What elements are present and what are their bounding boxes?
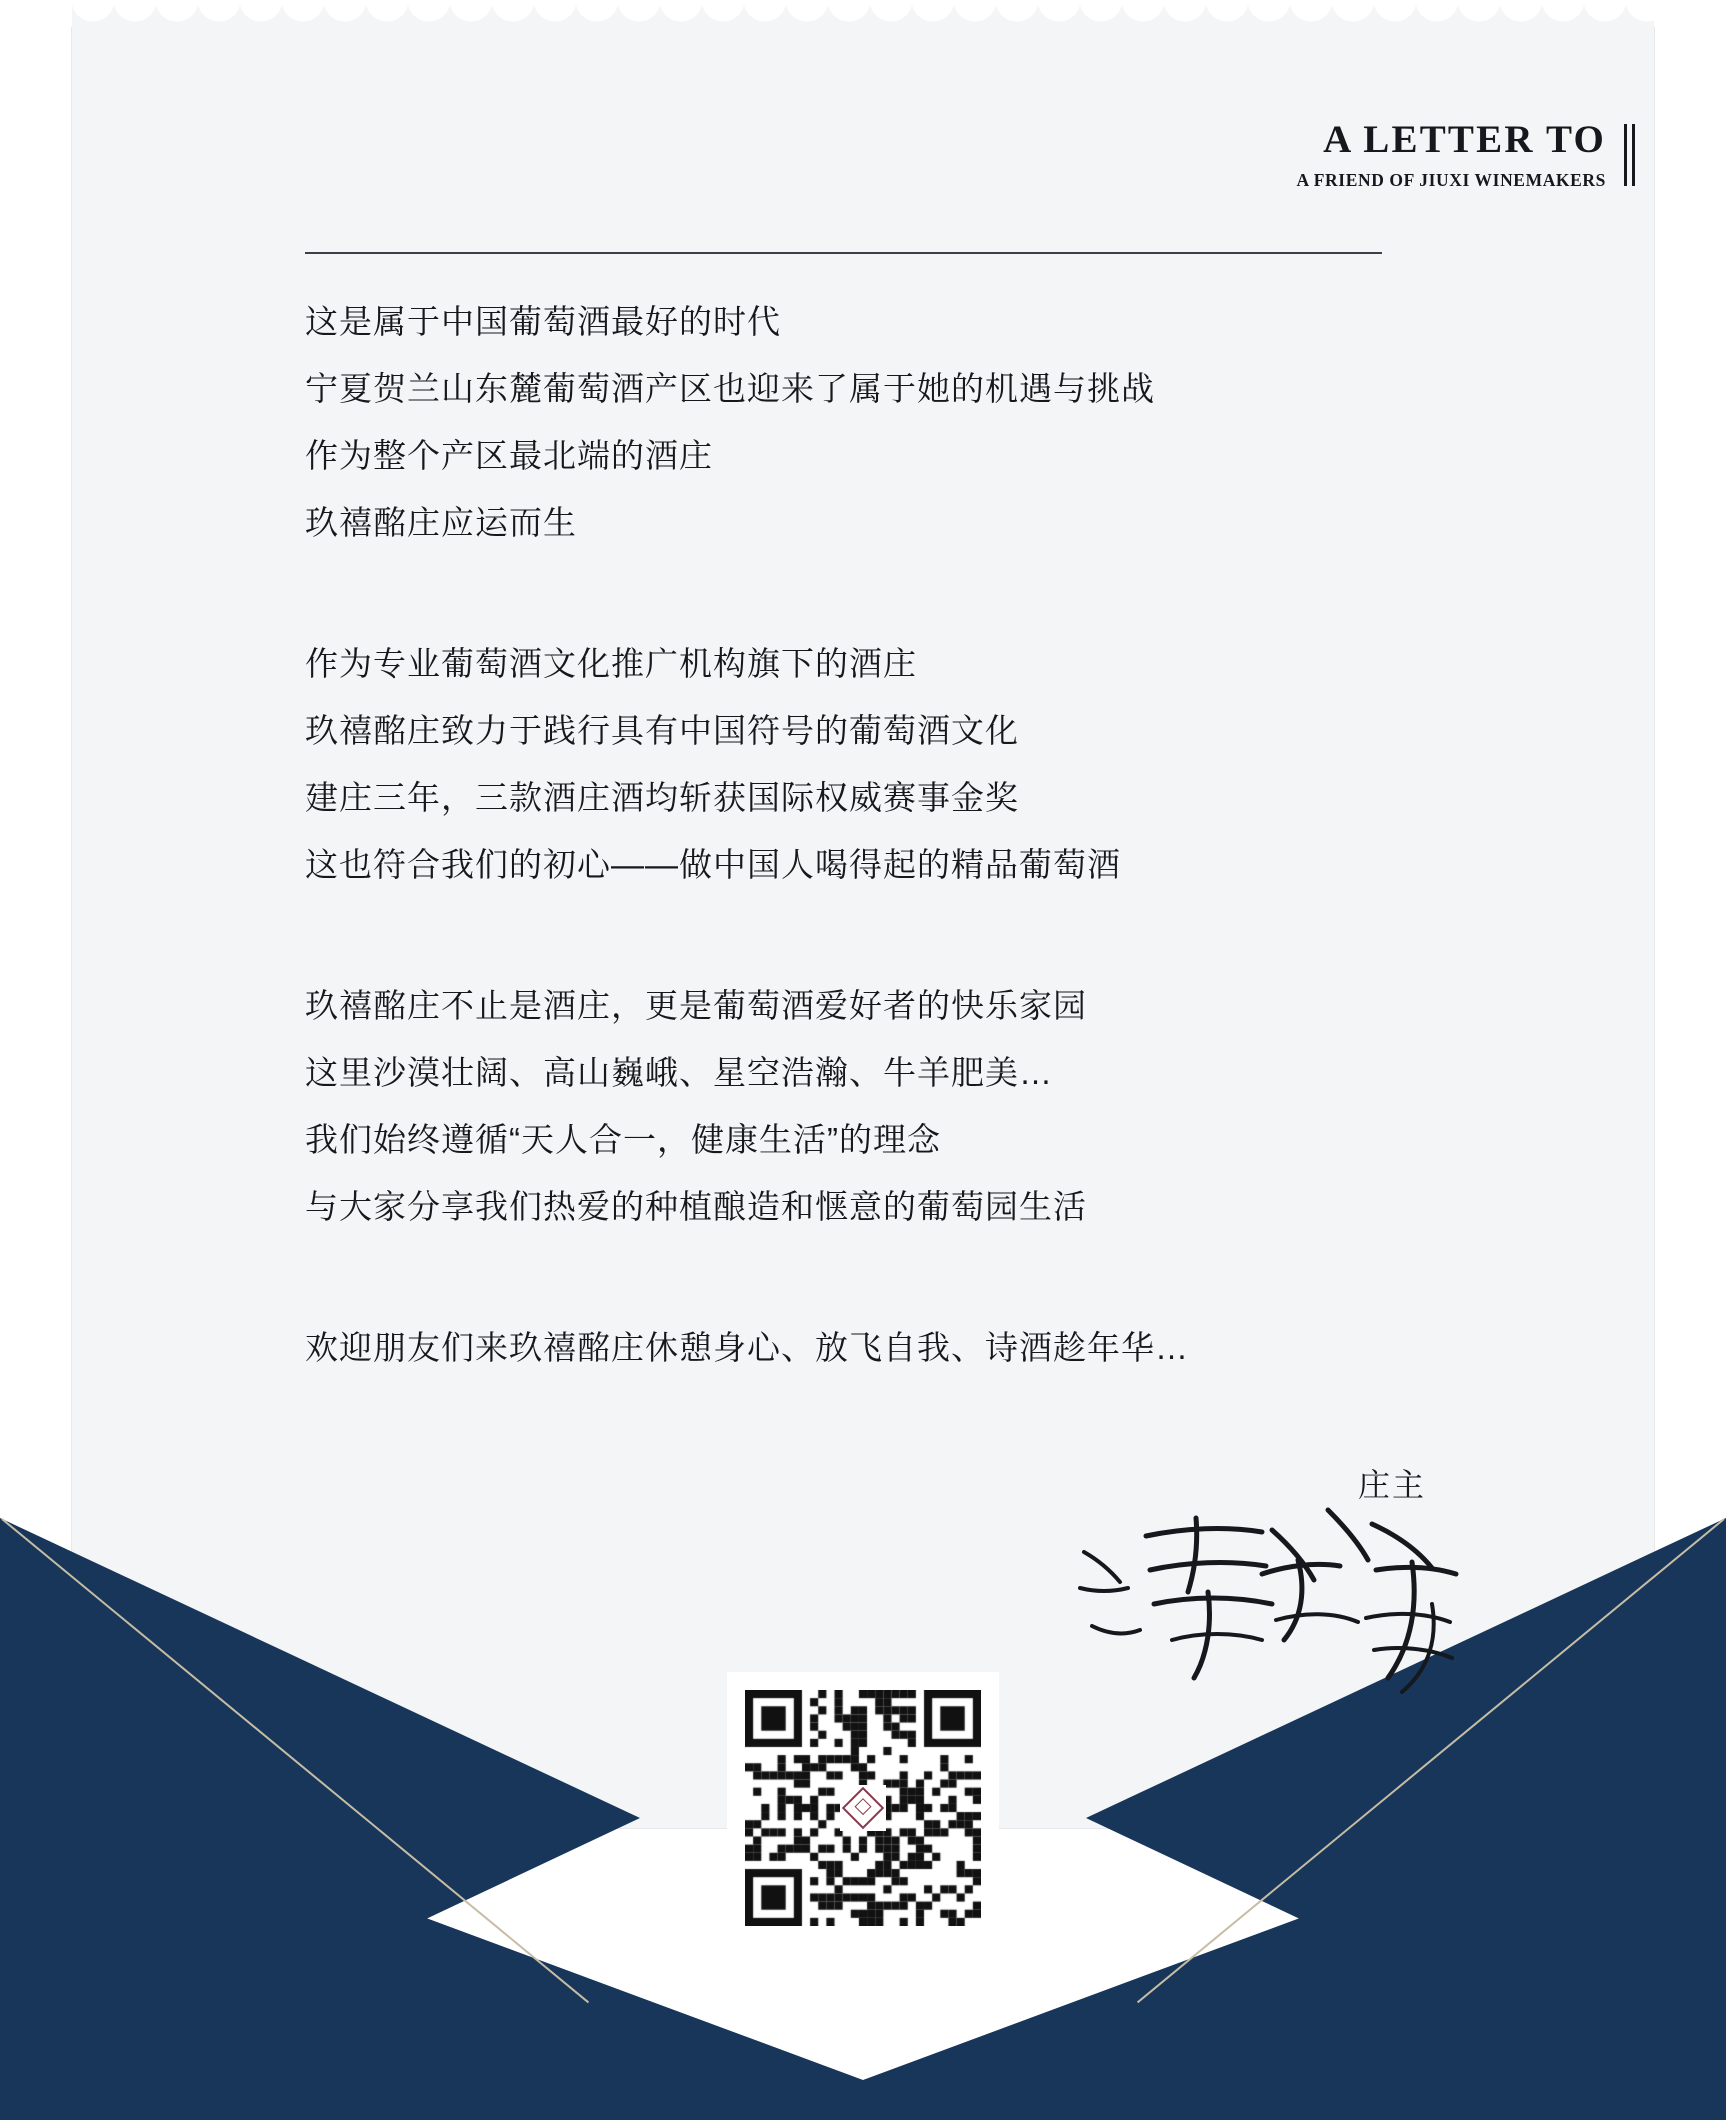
diamond-logo-icon [842, 1787, 884, 1829]
paragraph [305, 972, 1455, 1240]
letter-line: 欢迎朋友们来玖禧酩庄休憩身心、放飞自我、诗酒趁年华… [305, 1329, 1189, 1366]
letter-line: 玖禧酩庄应运而生 [305, 504, 577, 541]
letter-line: 这里沙漠壮阔、高山巍峨、星空浩瀚、牛羊肥美… [305, 1054, 1053, 1091]
qr-code-card[interactable] [727, 1672, 999, 1944]
letter-line: 我们始终遵循“天人合一，健康生活”的理念 [305, 1121, 941, 1158]
page-subtitle: A FRIEND OF JIUXI WINEMAKERS [1296, 169, 1606, 190]
page-title: A LETTER TO [1323, 118, 1606, 161]
paragraph [305, 1314, 1455, 1381]
letter-line: 作为整个产区最北端的酒庄 [305, 437, 713, 474]
handwritten-signature [1076, 1500, 1476, 1710]
letter-header [1297, 120, 1636, 191]
double-bar-ornament-icon [1624, 124, 1636, 186]
qr-center-logo [840, 1785, 886, 1831]
letter-line: 这也符合我们的初心——做中国人喝得起的精品葡萄酒 [305, 846, 1121, 883]
letter-body [305, 288, 1455, 1381]
letter-line: 建庄三年，三款酒庄酒均斩获国际权威赛事金奖 [305, 779, 1019, 816]
signature-label: 庄主 [1357, 1467, 1426, 1503]
letter-line: 作为专业葡萄酒文化推广机构旗下的酒庄 [305, 645, 917, 682]
paragraph [305, 288, 1455, 556]
scalloped-top-edge [72, 0, 1654, 34]
header-divider [305, 252, 1382, 254]
letter-line: 这是属于中国葡萄酒最好的时代 [305, 303, 781, 340]
letter-line: 宁夏贺兰山东麓葡萄酒产区也迎来了属于她的机遇与挑战 [305, 370, 1155, 407]
letter-line: 玖禧酩庄致力于践行具有中国符号的葡萄酒文化 [305, 712, 1019, 749]
paragraph [305, 630, 1455, 898]
letter-line: 与大家分享我们热爱的种植酿造和惬意的葡萄园生活 [305, 1188, 1087, 1225]
letter-line: 玖禧酩庄不止是酒庄，更是葡萄酒爱好者的快乐家园 [305, 987, 1087, 1024]
